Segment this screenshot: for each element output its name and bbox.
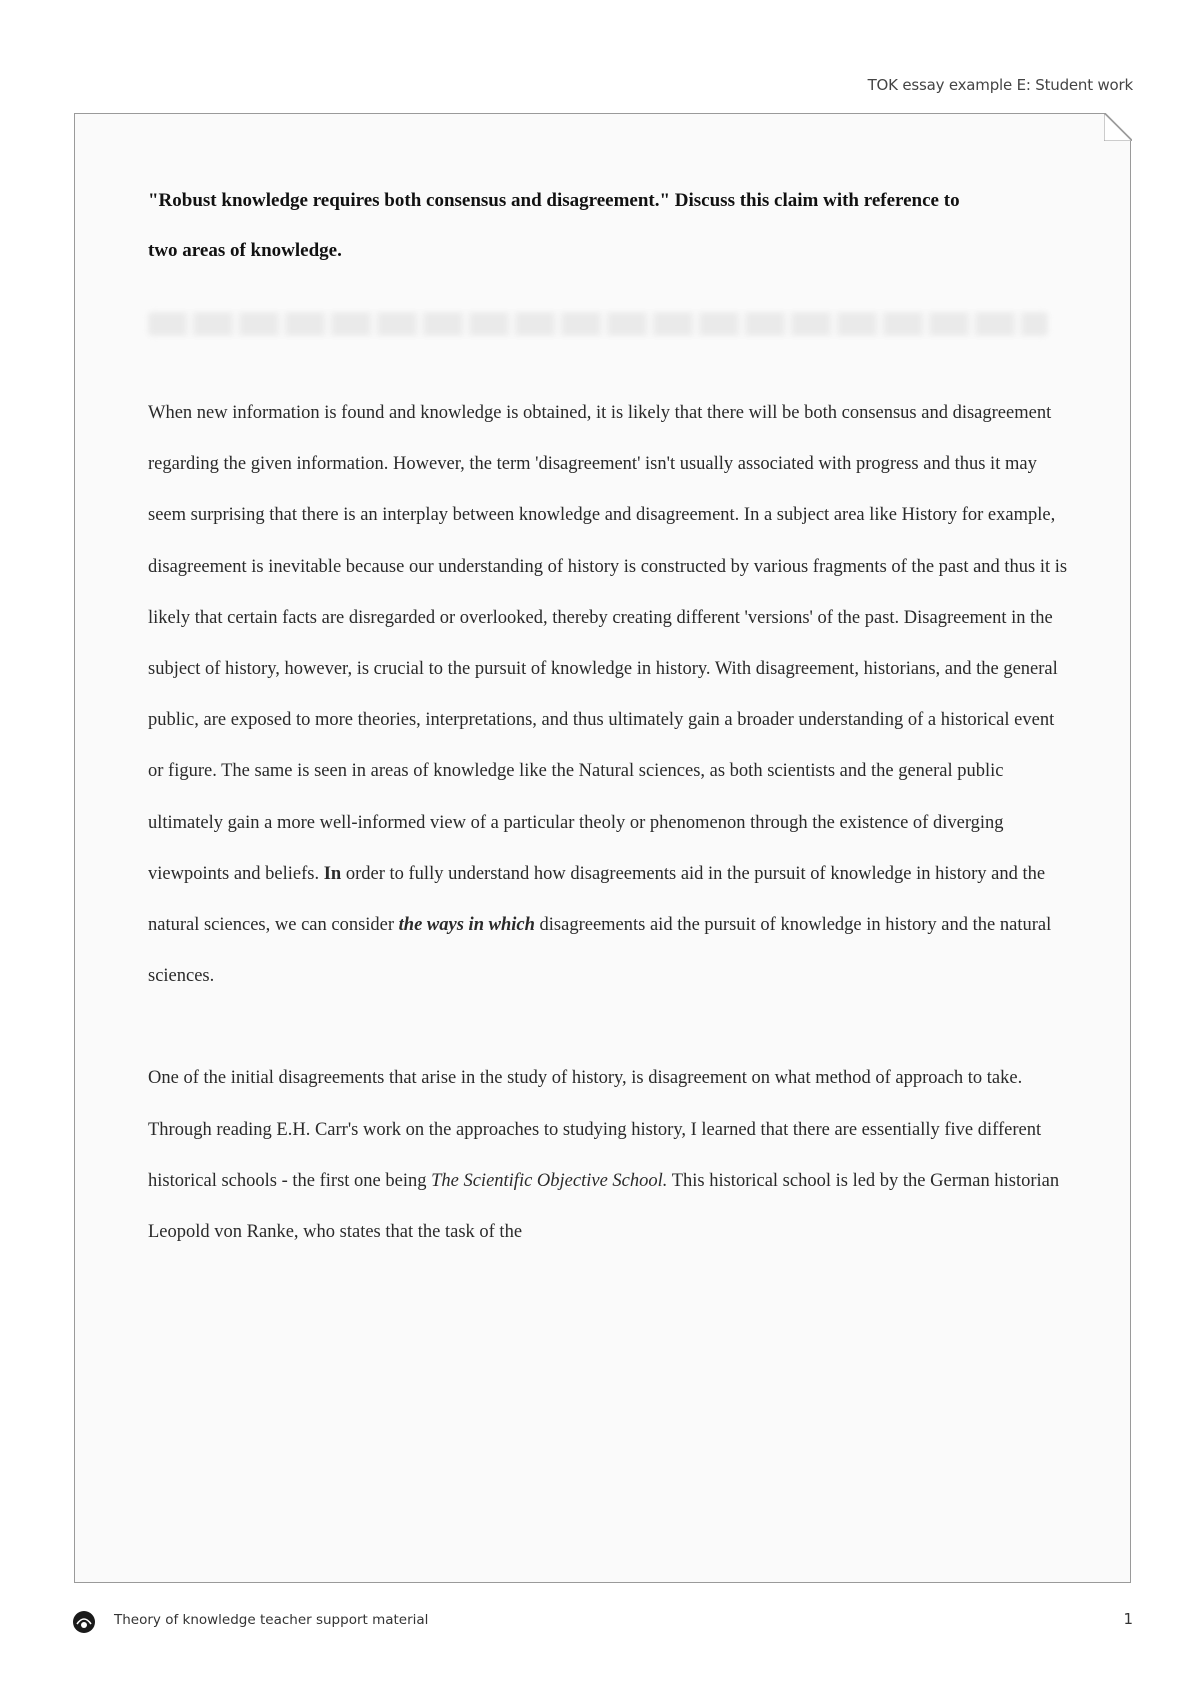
footer-label: Theory of knowledge teacher support material: [114, 1612, 429, 1628]
redacted-title: [148, 312, 1048, 336]
prompt-line-2: two areas of knowledge.: [148, 240, 342, 261]
essay-prompt: [148, 176, 1068, 276]
paragraph-2-text-b: This historical school is led by the German historian Leopold von Ranke, who states that the task of the: [148, 1170, 1060, 1243]
paragraph-2-text-a: One of the initial disagreements that arise in the study of history, is disagreement on what method of approach to take. Through reading E.H. Carr's work on the approaches to studying history, I learned that there are essentially five different historical schools - the first one being: [148, 1068, 1042, 1191]
paragraph-1-emphasis: the ways in which: [398, 915, 535, 936]
essay-paragraph-1: [148, 388, 1068, 1002]
paragraph-1-text-c: disagreements aid the pursuit of knowledge in history and the natural sciences.: [148, 915, 1052, 987]
paragraph-1-bold: In: [323, 863, 342, 884]
page-number: 1: [1123, 1610, 1133, 1628]
paragraph-2-italic: The Scientific Objective School.: [431, 1170, 668, 1191]
paragraph-1-text-a: When new information is found and knowledge is obtained, it is likely that there will be both consensus and disagreement regarding the given information. However, the term 'disagreement' isn't usually associated with progress and thus it may seem surprising that there is an interplay between knowledge and disagreement. In a subject area like History for example, disagreement is inevitable because our understanding of history is constructed by various fragments of the past and thus it is likely that certain facts are disregarded or overlooked, thereby creating different 'versions' of the past. Disagreement in the subject of history, however, is crucial to the pursuit of knowledge in history. With disagreement, historians, and the general public, are exposed to more theories, interpretations, and thus ultimately gain a broader understanding of a historical event or figure. The same is seen in areas of knowledge like the Natural sciences, as both scientists and the general public ultimately gain a more well-informed view of a particular theoly or phenomenon through the existence of diverging viewpoints and beliefs.: [148, 403, 1068, 884]
paragraph-1-text-b: order to fully understand how disagreements aid in the pursuit of knowledge in history and the natural sciences, we can consider: [148, 863, 1046, 936]
folded-corner-icon: [1104, 113, 1132, 141]
document-header: TOK essay example E: Student work: [867, 76, 1133, 94]
essay-content: [148, 176, 1068, 1258]
prompt-line-1: "Robust knowledge requires both consensus and disagreement." Discuss this claim with reference to: [148, 190, 960, 211]
essay-paragraph-2: [148, 1053, 1068, 1258]
ib-logo-icon: [72, 1610, 96, 1634]
